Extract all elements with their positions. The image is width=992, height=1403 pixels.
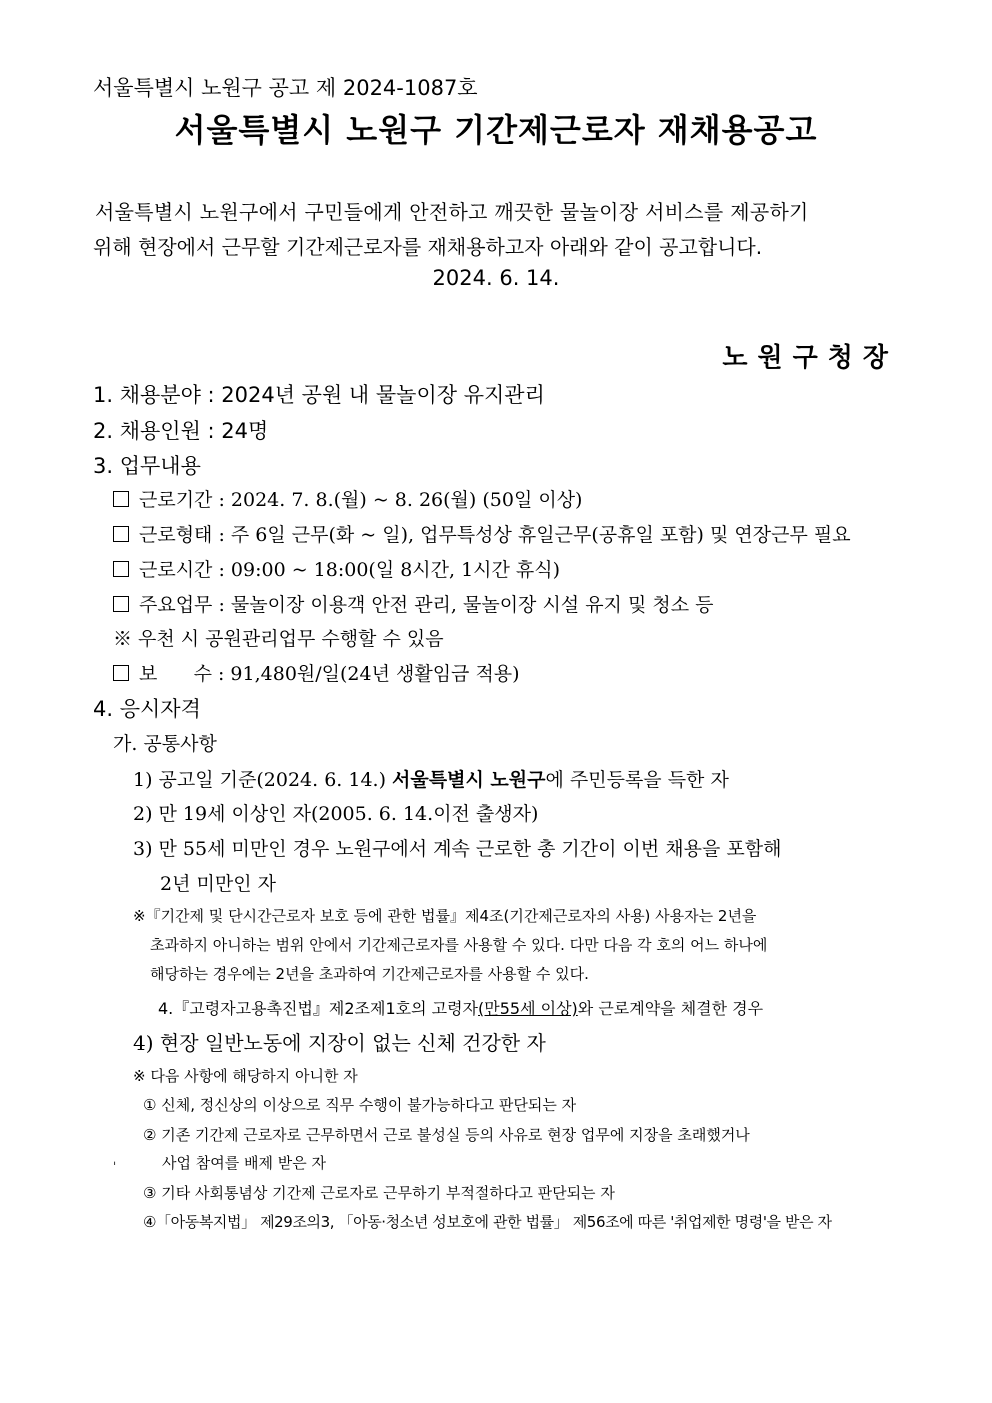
page-title: 서울특별시 노원구 기간제근로자 재채용공고 [174, 111, 818, 149]
notice-date: 2024. 6. 14. [432, 266, 560, 290]
intro-line-2: 위해 현장에서 근무할 기간제근로자를 재채용하고자 아래와 같이 공고합니다. [93, 235, 763, 259]
checkbox-square-icon [113, 665, 129, 681]
duty-period [113, 485, 582, 512]
duty-rain-note: ※ 우천 시 공원관리업무 수행할 수 있음 [113, 628, 444, 650]
checkbox-square-icon [113, 526, 129, 542]
checkbox-square-icon [113, 596, 129, 612]
duty-period-text: 근로기간 : 2024. 7. 8.(월) ~ 8. 26(월) (50일 이상) [139, 489, 583, 511]
qualification-1-bold: 서울특별시 노원구 [392, 769, 546, 791]
qualification-1-post: 에 주민등록을 득한 자 [545, 769, 729, 791]
law-note-line-2: 초과하지 아니하는 범위 안에서 기간제근로자를 사용할 수 있다. 다만 다음 각 호의 어느 하나에 [150, 936, 768, 954]
duty-hours [113, 555, 560, 582]
qualification-1-pre: 1) 공고일 기준(2024. 6. 14.) [133, 769, 393, 791]
qualification-4: 4) 현장 일반노동에 지장이 없는 신체 건강한 자 [133, 1031, 546, 1055]
law-note-line-1: ※『기간제 및 단시간근로자 보호 등에 관한 법률』제4조(기간제근로자의 사용) 사용자는 2년을 [133, 907, 757, 925]
section-recruit-field: 1. 채용분야 : 2024년 공원 내 물놀이장 유지관리 [93, 383, 545, 407]
qualification-3-line-1: 3) 만 55세 미만인 경우 노원구에서 계속 근로한 총 기간이 이번 채용을 포함해 [133, 838, 782, 860]
exclusion-3: ③ 기타 사회통념상 기간제 근로자로 근무하기 부적절하다고 판단되는 자 [143, 1184, 615, 1202]
common-heading: 가. 공통사항 [113, 733, 217, 755]
qualification-3-line-2: 2년 미만인 자 [160, 873, 276, 895]
duty-type [113, 520, 851, 547]
exclusion-heading: ※ 다음 사항에 해당하지 아니한 자 [133, 1067, 358, 1085]
duty-hours-text: 근로시간 : 09:00 ~ 18:00(일 8시간, 1시간 휴식) [139, 559, 561, 581]
intro-line-1: 서울특별시 노원구에서 구민들에게 안전하고 깨끗한 물놀이장 서비스를 제공하기 [95, 200, 809, 224]
duty-main [113, 590, 713, 617]
qualification-2: 2) 만 19세 이상인 자(2005. 6. 14.이전 출생자) [133, 803, 539, 825]
qualification-1 [133, 765, 729, 792]
exclusion-2-line-1: ② 기존 기간제 근로자로 근무하면서 근로 불성실 등의 사유로 현장 업무에 지장을 초래했거나 [143, 1126, 750, 1144]
checkbox-square-icon [113, 561, 129, 577]
section-qualifications: 4. 응시자격 [93, 697, 201, 721]
duty-pay-text: 보 수 : 91,480원/일(24년 생활임금 적용) [139, 663, 520, 685]
law-note-line-3: 해당하는 경우에는 2년을 초과하여 기간제근로자를 사용할 수 있다. [150, 965, 589, 983]
law-item-4-pre: 4.『고령자고용촉진법』제2조제1호의 고령자 [158, 999, 479, 1018]
law-note-item-4 [158, 996, 763, 1019]
checkbox-square-icon [113, 491, 129, 507]
law-item-4-underline: (만55세 이상) [478, 999, 578, 1018]
duty-type-text: 근로형태 : 주 6일 근무(화 ~ 일), 업무특성상 휴일근무(공휴일 포함) 및 연장근무 필요 [139, 524, 851, 546]
section-duties: 3. 업무내용 [93, 454, 201, 478]
exclusion-1: ① 신체, 정신상의 이상으로 직무 수행이 불가능하다고 판단되는 자 [143, 1096, 577, 1114]
signer: 노원구청장 [722, 343, 898, 373]
notice-number: 서울특별시 노원구 공고 제 2024-1087호 [93, 76, 478, 100]
section-headcount: 2. 채용인원 : 24명 [93, 419, 269, 443]
duty-pay [113, 659, 520, 686]
duty-main-text: 주요업무 : 물놀이장 이용객 안전 관리, 물놀이장 시설 유지 및 청소 등 [139, 594, 714, 616]
law-item-4-post: 와 근로계약을 체결한 경우 [577, 999, 764, 1018]
stray-mark: ˌ [113, 1152, 117, 1166]
exclusion-4: ④「아동복지법」 제29조의3, 「아동·청소년 성보호에 관한 법률」 제56조에 따른 '취업제한 명령'을 받은 자 [143, 1213, 832, 1231]
exclusion-2-line-2: 사업 참여를 배제 받은 자 [162, 1154, 326, 1172]
